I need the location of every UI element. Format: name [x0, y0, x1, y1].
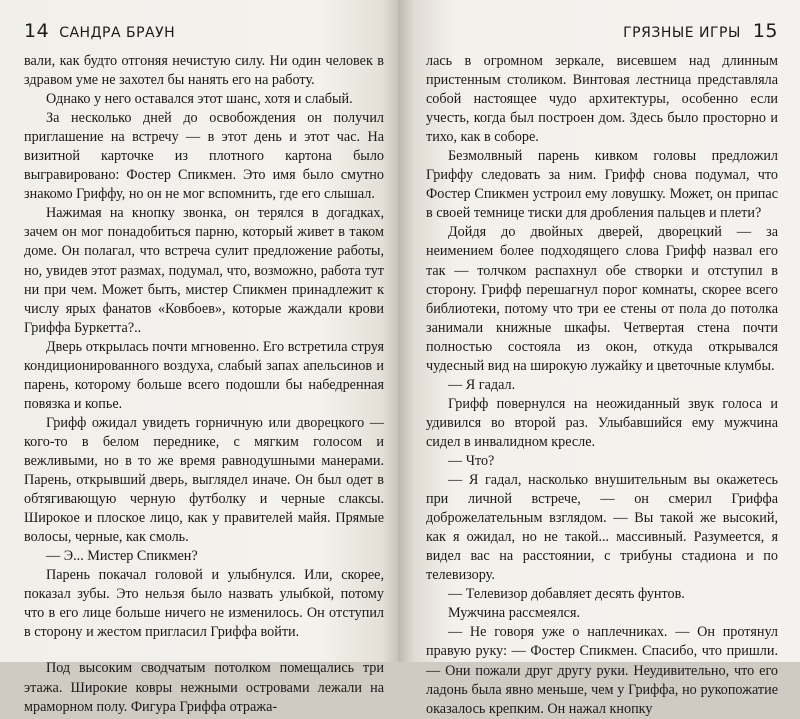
right-page [398, 0, 800, 717]
body-paragraph: лась в огромном зеркале, висевшем над длинным пристенным столиком. Винтовая лестница представляла собой настоящее чудо архитектуры, особенно если учесть, когда был построен дом. Здесь было просторно и тихо, как в соборе. [426, 53, 778, 146]
body-paragraph: Мужчина рассмеялся. [448, 605, 581, 622]
running-header-author: САНДРА БРАУН [59, 25, 176, 41]
body-paragraph: — Я гадал, насколько внушительным вы окажетесь при личной встрече, — он смерил Гриффа доброжелательным взглядом. — Вы такой же высокий, как я ожидал, но не такой... массивный. Разумеется, я видел вас на расстоянии, с трибуны стадиона и по телевизору. [426, 472, 778, 584]
body-paragraph: Грифф ожидал увидеть горничную или дворецкого — кого-то в белом переднике, с мягким голосом и вежливыми, но в то же время равнодушными манерами. Парень, открывший дверь, выглядел иначе. Он был одет в обтягивающую черную футболку и черные слаксы. Широкое и плоское лицо, как у правителей майя. Прямые волосы, черные, как смоль. [24, 414, 384, 546]
left-page-body [24, 52, 384, 717]
page-number: 14 [24, 20, 50, 42]
body-paragraph: Грифф повернулся на неожиданный звук голоса и удивился во второй раз. Улыбавшийся ему мужчина сидел в инвалидном кресле. [426, 395, 778, 450]
body-paragraph: Дверь открылась почти мгновенно. Его встретила струя кондиционированного воздуха, слабый запах апельсинов и парень, которому больше всего подошли бы набедренная повязка и копье. [24, 338, 384, 412]
body-paragraph: Под высоким сводчатым потолком помещались три этажа. Широкие ковры нежными островами лежали на мраморном полу. Фигура Гриффа отража- [24, 660, 384, 715]
page-number: 15 [752, 20, 778, 42]
body-paragraph: Дойдя до двойных дверей, дворецкий — за неимением более подходящего слова Грифф назвал его так — толчком распахнул обе створки и отступил в сторону. Грифф перешагнул порог комнаты, скорее всего библиотеки, потому что три ее стены от пола до потолка занимали книжные шкафы. Четвертая стена почти полностью состояла из окон, откуда открывался чудесный вид на широкую лужайку и цветочные клумбы. [426, 224, 778, 374]
body-paragraph: За несколько дней до освобождения он получил приглашение на встречу — в этот день и этот час. На визитной карточке из плотного картона было выгравировано: Фостер Спикмен. Это имя было смутно знакомо Гриффу, но он не мог вспомнить, где его слышал. [24, 110, 384, 203]
body-paragraph: — Что? [448, 452, 495, 469]
right-page-header [426, 20, 778, 42]
body-paragraph: — Я гадал. [448, 376, 516, 393]
body-paragraph: Нажимая на кнопку звонка, он терялся в догадках, зачем он мог понадобиться парню, который живет в таком доме. Он полагал, что встреча сулит предложение работы, но, увидев этот размах, подумал, что, возможно, работа тут ни при чем. Может быть, мистер Спикмен принадлежит к числу ярых фанатов «Ковбоев», которые жаждали крови Гриффа Буркетта?.. [24, 205, 384, 336]
right-page-body [426, 52, 778, 719]
body-paragraph: Парень покачал головой и улыбнулся. Или, скорее, показал зубы. Это нельзя было назвать улыбкой, потому что в его лице больше ничего не изменилось. Он отступил в сторону и жестом пригласил Гриффа войти. [24, 567, 384, 641]
running-header-title: ГРЯЗНЫЕ ИГРЫ [623, 25, 741, 41]
left-page-header [24, 20, 384, 42]
body-paragraph: — Не говоря уже о наплечниках. — Он протянул правую руку: — Фостер Спикмен. Спасибо, что пришли. — Они пожали друг другу руки. Неудивительно, что его ладонь была явно меньше, чем у Гриффа, но рукопожатие оказалось крепким. Он нажал кнопку [426, 624, 778, 717]
body-paragraph: — Э... Мистер Спикмен? [46, 548, 198, 565]
body-paragraph: — Телевизор добавляет десять фунтов. [448, 586, 685, 603]
body-paragraph: вали, как будто отгоняя нечистую силу. Ни один человек в здравом уме не захотел бы нанять его на работу. [24, 53, 384, 89]
body-paragraph: Однако у него оставался этот шанс, хотя и слабый. [46, 91, 353, 108]
left-page [0, 0, 398, 715]
body-paragraph: Безмолвный парень кивком головы предложил Гриффу следовать за ним. Грифф снова подумал, что Фостер Спикмен устроил ему ловушку. Может, он припас в своей темнице тиски для дробления пальцев и плети? [426, 148, 778, 222]
